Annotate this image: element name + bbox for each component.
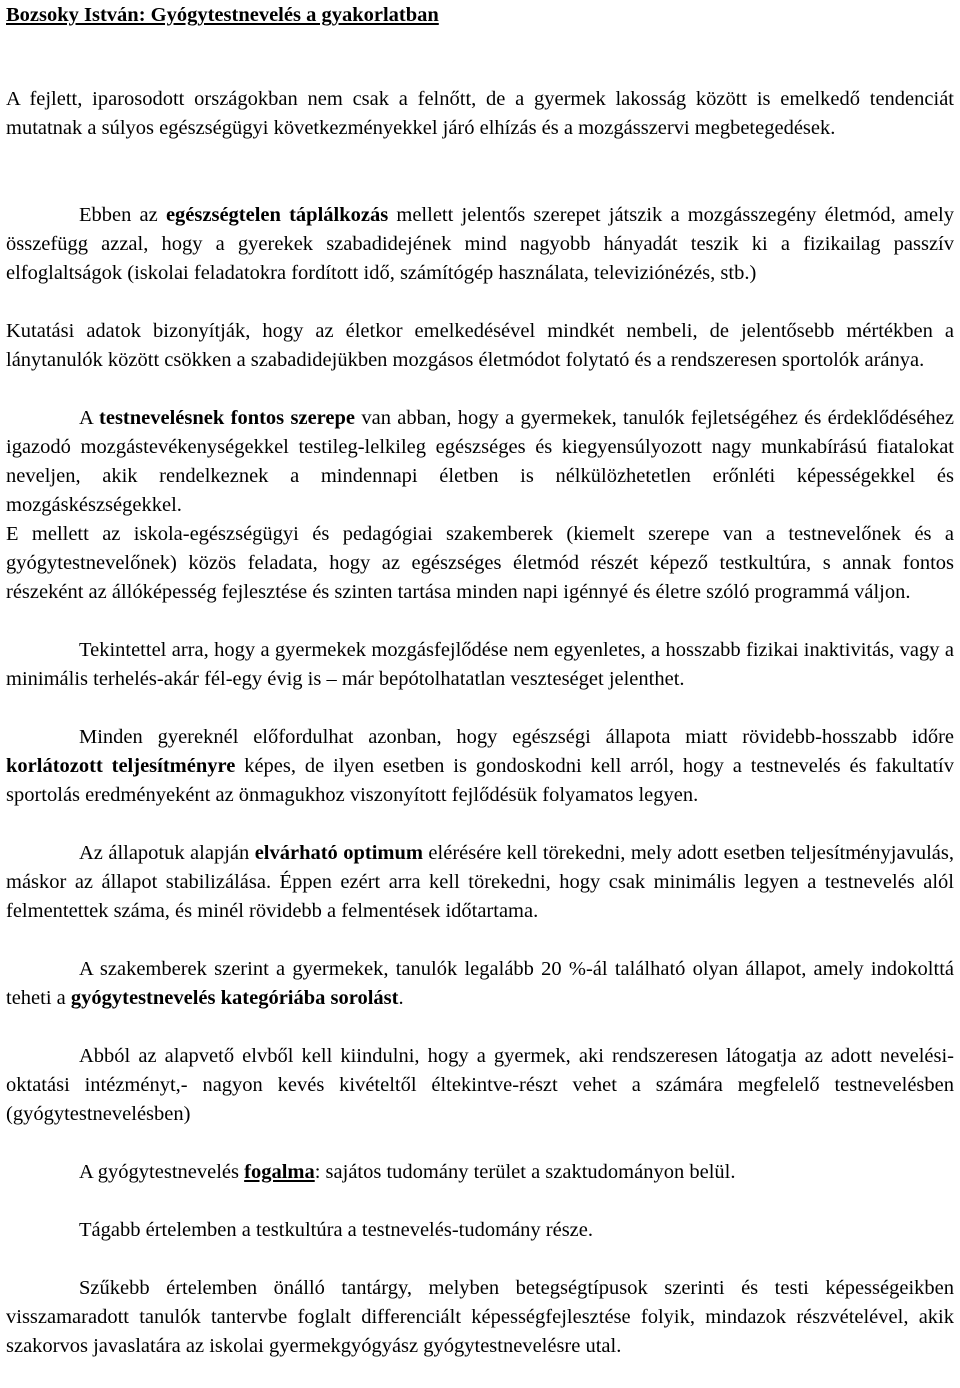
emphasis-limited-performance: korlátozott teljesítményre <box>6 755 236 777</box>
paragraph-optimum: Az állapotuk alapján elvárható optimum elérésére kell törekedni, mely adott esetben teljesítményjavulás, máskor az állapot stabilizálása. Éppen ezért arra kell törekedni, hogy csak minimális legyen a testnevelés alól felmentettek száma, és minél rövidebb a felmentések időtartama. <box>6 842 954 922</box>
paragraph-category: A szakemberek szerint a gyermekek, tanulók legalább 20 %-ál található olyan állapot, amely indokolttá teheti a gyógytestnevelés kategóriába sorolást. <box>6 958 954 1009</box>
paragraph-limited-performance: Minden gyereknél előfordulhat azonban, hogy egészségi állapota miatt rövidebb-hosszabb időre korlátozott teljesítményre képes, de ilyen esetben is gondoskodni kell arról, hogy a testnevelés és fakultatív sportolás eredményeként az önmagukhoz viszonyított fejlődésük folyamatos legyen. <box>6 726 954 806</box>
paragraph-definition: A gyógytestnevelés fogalma: sajátos tudomány terület a szaktudományon belül. <box>79 1161 736 1183</box>
emphasis-pe-role: testnevelésnek fontos szerepe <box>99 407 356 429</box>
paragraph-shared-task: E mellett az iskola-egészségügyi és pedagógiai szakemberek (kiemelt szerepe van a testnevelőnek és a gyógytestnevelőnek) közös feladata, hogy az egészséges életmód részét képező testkultúra, s annak fontos részeként az állóképesség fejlesztése és szinten tartása minden napi igénnyé és életre szóló programmá váljon. <box>6 523 954 603</box>
paragraph-pe-role: A testnevelésnek fontos szerepe van abban, hogy a gyermekek, tanulók fejletségéhez és érdeklődéséhez igazodó mozgástevékenységekkel testileg-lelkileg egészséges és kiegyensúlyozott nagy munkabírású fiatalokat neveljen, akik rendelkeznek a mindennapi életben is nélkülözhetetlen erőnléti képességekkel és mozgáskészségekkel. <box>6 407 954 516</box>
document-title: Bozsoky István: Gyógytestnevelés a gyakorlatban <box>6 4 439 26</box>
emphasis-category: gyógytestnevelés kategóriába sorolást <box>70 987 399 1009</box>
emphasis-optimum: elvárható optimum <box>254 842 423 864</box>
emphasis-unhealthy-diet: egészségtelen táplálkozás <box>165 204 389 226</box>
paragraph-broad-sense: Tágabb értelemben a testkultúra a testnevelés-tudomány része. <box>79 1219 593 1241</box>
paragraph-principle: Abból az alapvető elvből kell kiindulni, hogy a gyermek, aki rendszeresen látogatja az adott nevelési-oktatási intézményt,- nagyon kevés kivételtől éltekintve-részt vehet a számára megfelelő testnevelésben (gyógytestnevelésben) <box>6 1045 954 1125</box>
paragraph-development: Tekintettel arra, hogy a gyermekek mozgásfejlődése nem egyenletes, a hosszabb fizikai inaktivitás, vagy a minimális terhelés-akár fél-egy évig is – már bepótolhatatlan veszteséget jelenthet. <box>6 639 954 690</box>
emphasis-concept: fogalma <box>244 1161 315 1183</box>
paragraph-narrow-sense: Szűkebb értelemben önálló tantárgy, melyben betegségtípusok szerinti és testi képességeikben visszamaradott tanulók tantervbe foglalt differenciált képességfejlesztése folyik, mindazok részvételével, akik szakorvos javaslatára az iskolai gyermekgyógyász gyógytestnevelésre utal. <box>6 1277 954 1357</box>
paragraph-lifestyle: Ebben az egészségtelen táplálkozás mellett jelentős szerepet játszik a mozgásszegény életmód, amely összefügg azzal, hogy a gyerekek szabadidejének mind nagyobb hányadát teszik ki a fizikailag passzív elfoglaltságok (iskolai feladatokra fordított idő, számítógép használata, televiziónézés, stb.) <box>6 204 954 284</box>
paragraph-research: Kutatási adatok bizonyítják, hogy az életkor emelkedésével mindkét nembeli, de jelentősebb mértékben a lánytanulók között csökken a szabadidejükben mozgásos életmódot folytató és a rendszeresen sportolók aránya. <box>6 320 954 371</box>
paragraph-intro: A fejlett, iparosodott országokban nem csak a felnőtt, de a gyermek lakosság között is emelkedő tendenciát mutatnak a súlyos egészségügyi következményekkel járó elhízás és a mozgásszervi megbetegedések. <box>6 88 954 139</box>
